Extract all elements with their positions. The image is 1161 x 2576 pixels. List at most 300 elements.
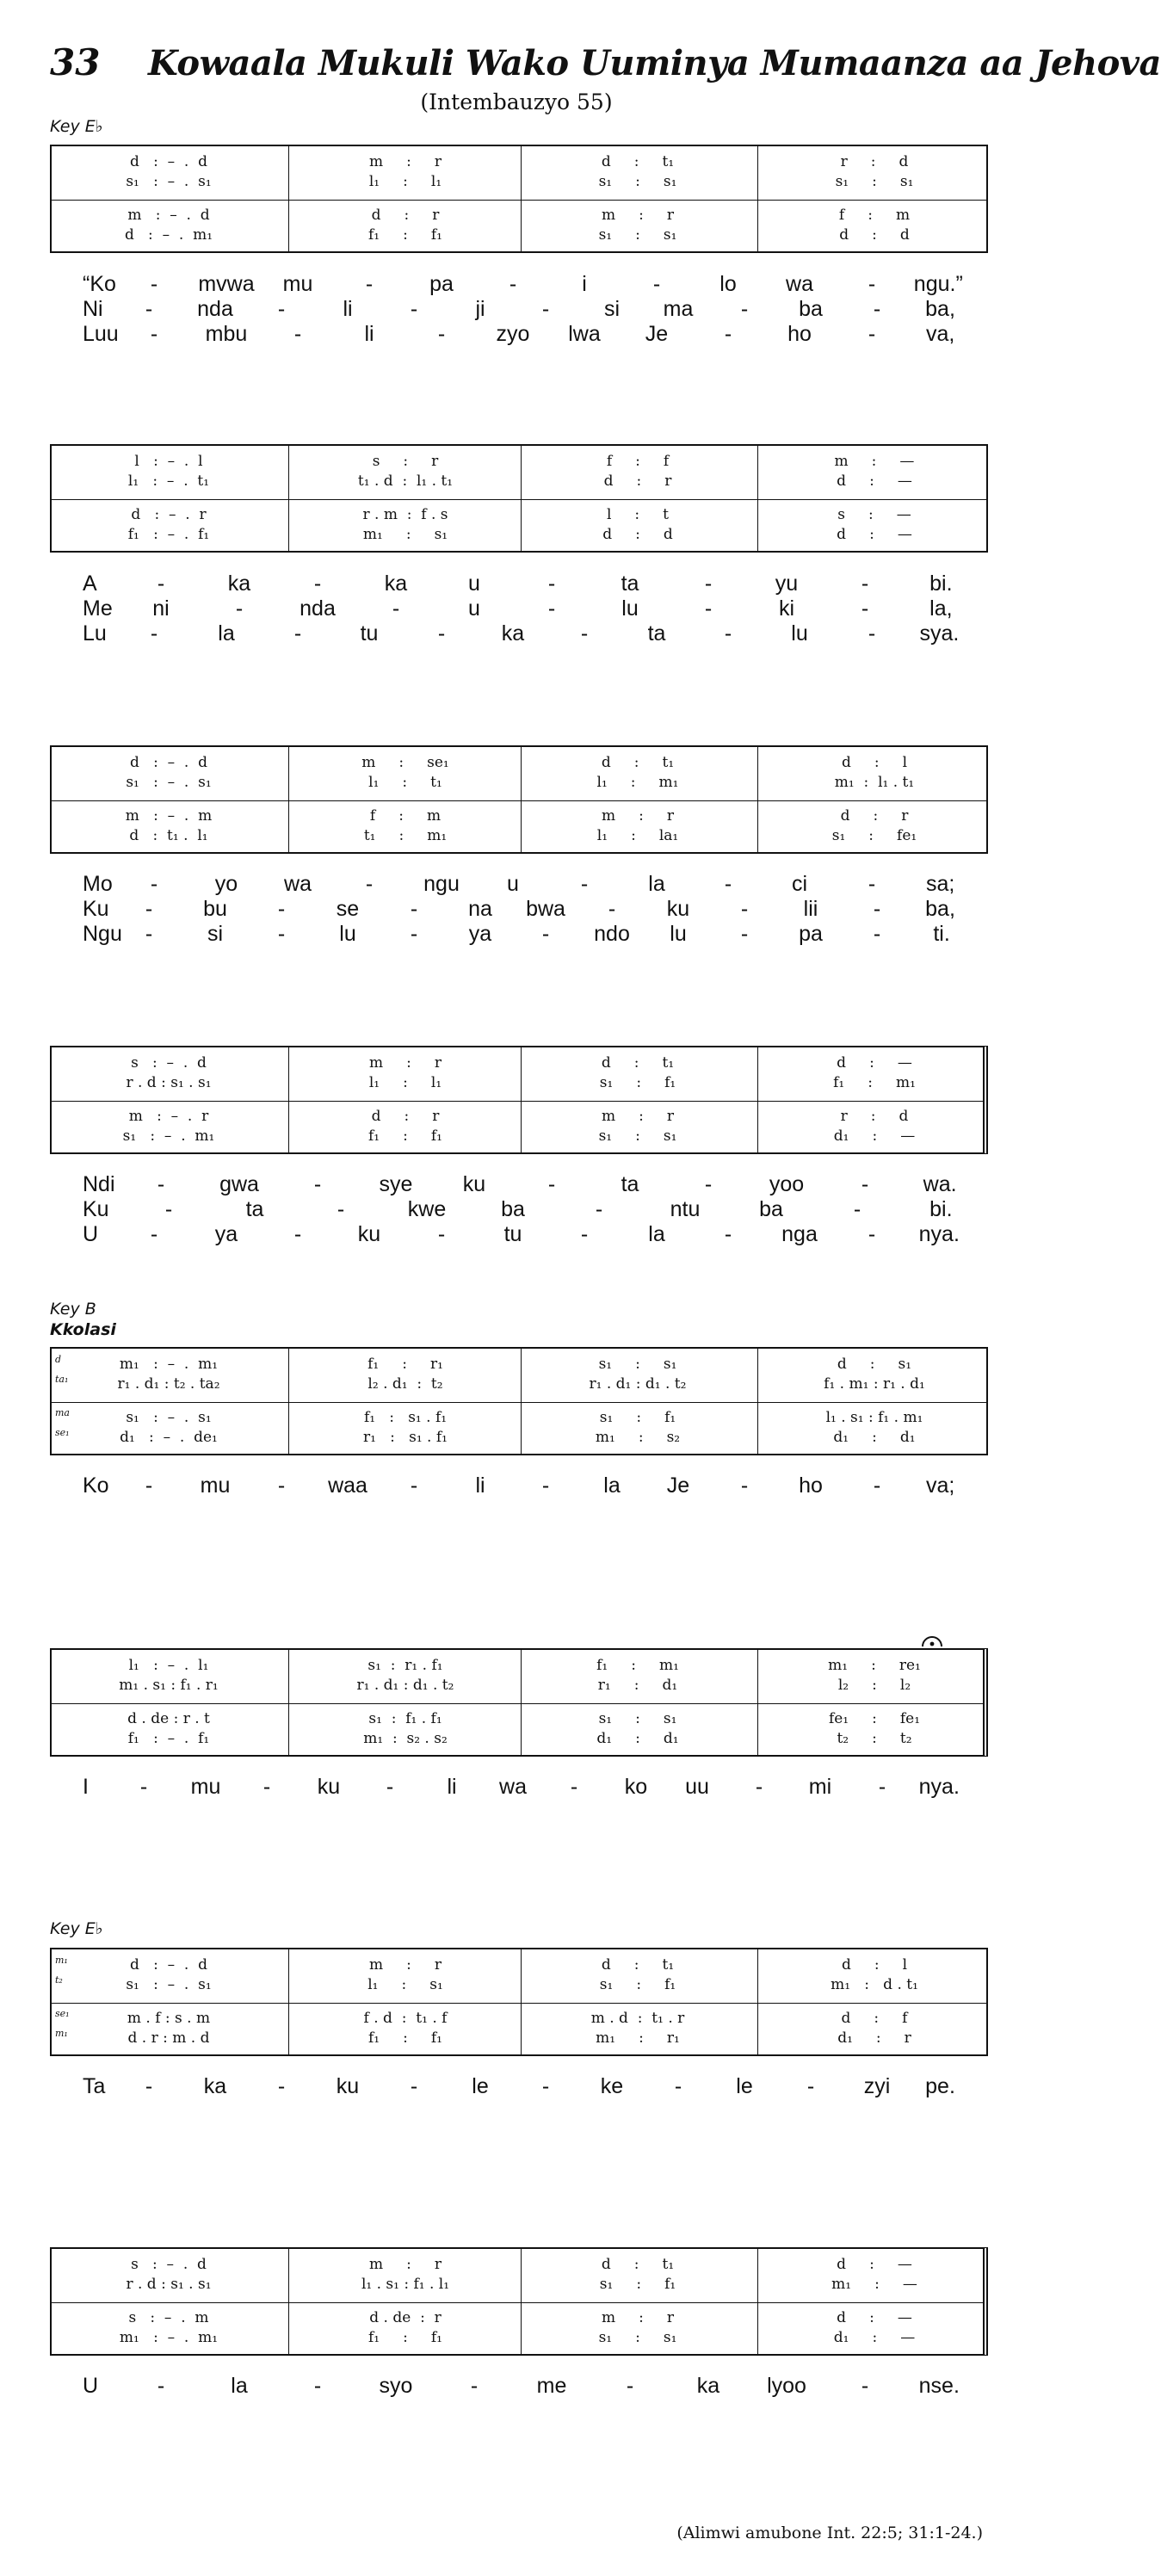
measure-cell: d . de : r <box>369 2309 442 2326</box>
lyric-line <box>83 1775 978 1800</box>
syllable-hyphen: - <box>704 571 713 596</box>
syllable-hyphen: - <box>293 1222 302 1246</box>
lyric-syllable: ka <box>227 571 251 596</box>
lyric-syllable: lu <box>670 922 687 946</box>
measure-cell: m₁ . s₁ : f₁ . r₁ <box>119 1677 219 1694</box>
measure-cell: d : t₁ <box>601 1054 675 1072</box>
lyric-syllable: bwa <box>526 897 565 921</box>
lyric-syllable: u <box>468 596 480 621</box>
lyric-syllable: lii <box>803 897 818 921</box>
voice-row-2 <box>52 2276 983 2298</box>
measure-cell: m₁ : r₁ <box>596 2029 680 2047</box>
music-system-5 <box>50 1347 988 1455</box>
lyric-syllable: ke <box>600 2074 624 2098</box>
syllable-hyphen: - <box>740 297 749 321</box>
measure-cell: l₂ : l₂ <box>837 1677 911 1694</box>
measure-cell: d : t₁ <box>601 1956 675 1974</box>
lyric-syllable: “Ko <box>83 272 116 296</box>
lyric-syllable: kwe <box>407 1197 447 1221</box>
syllable-hyphen: - <box>262 1775 271 1799</box>
measure-cell: m : r <box>368 1956 442 1974</box>
lyric-syllable: la <box>648 1222 665 1246</box>
voice-row-2 <box>52 1976 986 1998</box>
syllable-hyphen: - <box>293 322 302 346</box>
lyric-syllable: nga <box>781 1222 818 1246</box>
lyric-syllable: le <box>472 2074 489 2098</box>
voice-row-2 <box>52 173 986 195</box>
measure-cell: m . d : t₁ . r <box>590 2010 685 2027</box>
syllable-hyphen: - <box>806 2074 815 2098</box>
lyric-syllable: ba <box>759 1197 783 1221</box>
measure-cell: s : – . m <box>128 2309 209 2326</box>
lyric-line <box>83 1197 978 1222</box>
measure-cell: m : – . r <box>128 1108 209 1125</box>
measure-cell: f₁ : f₁ <box>368 2329 442 2346</box>
syllable-hyphen: - <box>861 2374 869 2398</box>
measure-cell: d : l <box>841 754 908 771</box>
voice-separator <box>52 1402 986 1403</box>
lyric-line <box>83 1172 978 1197</box>
measure-cell: d : d <box>839 226 910 244</box>
measure-cell: s₁ : r₁ . f₁ <box>367 1657 443 1674</box>
syllable-hyphen: - <box>547 596 556 621</box>
syllable-hyphen: - <box>861 596 869 621</box>
measure-cell: m : r <box>601 207 674 224</box>
lyric-syllable: ka <box>501 621 525 646</box>
lyrics-block-3 <box>83 872 978 947</box>
lyric-syllable: ni <box>152 596 170 621</box>
music-system-1 <box>50 145 988 253</box>
measure-cell: f₁ : f₁ <box>368 2029 442 2047</box>
measure-cell: r . d : s₁ . s₁ <box>126 1074 212 1091</box>
lyric-syllable: Mo <box>83 872 113 896</box>
syllable-hyphen: - <box>313 2374 322 2398</box>
music-system-8 <box>50 2247 988 2356</box>
measure-cell: f : m <box>369 807 442 825</box>
syllable-hyphen: - <box>580 872 589 896</box>
measure-cell: s₁ : s₁ <box>598 173 677 190</box>
measure-cell: m . f : s . m <box>127 2010 211 2027</box>
syllable-hyphen: - <box>541 922 550 946</box>
voice-row-4 <box>52 2029 986 2052</box>
measure-cell: r₁ : s₁ . f₁ <box>363 1429 448 1446</box>
syllable-hyphen: - <box>724 621 732 646</box>
lyric-syllable: U <box>83 1222 99 1246</box>
measure-cell: l₁ : m₁ <box>596 774 679 791</box>
syllable-hyphen: - <box>724 322 732 346</box>
measure-cell: d₁ : d₁ <box>833 1429 916 1446</box>
lyric-syllable: syo <box>379 2374 413 2398</box>
measure-cell: m : — <box>834 453 915 470</box>
measure-cell: d : – . d <box>129 1956 208 1974</box>
measure-cell: m : – . d <box>127 207 210 224</box>
lyric-syllable: la <box>648 872 665 896</box>
lyric-syllable: Luu <box>83 322 119 346</box>
lyric-syllable: A <box>83 571 97 596</box>
song-title: Kowaala Mukuli Wako Uuminya Mumaanza aa Jehova <box>148 43 1161 83</box>
lyric-syllable: li <box>343 297 353 321</box>
lyric-syllable: Je <box>645 322 669 346</box>
lyric-syllable: ti. <box>933 922 950 946</box>
music-system-3 <box>50 745 988 854</box>
measure-cell: m : – . m <box>125 807 213 825</box>
measure-cell: d : d <box>602 526 673 543</box>
syllable-hyphen: - <box>470 2374 479 2398</box>
syllable-hyphen: - <box>580 621 589 646</box>
measure-cell: f₁ : r₁ <box>367 1356 443 1373</box>
syllable-hyphen: - <box>392 596 400 621</box>
measure-cell: d : – . r <box>131 506 207 523</box>
measure-cell: s₁ : – . s₁ <box>126 1409 212 1426</box>
measure-cell: f₁ : f₁ <box>368 226 442 244</box>
lyric-syllable: nda <box>300 596 336 621</box>
measure-cell: l₁ : – . t₁ <box>127 473 210 490</box>
syllable-hyphen: - <box>652 272 661 296</box>
measure-cell: f : f <box>606 453 670 470</box>
lyric-syllable: me <box>536 2374 567 2398</box>
measure-cell: r . m : f . s <box>362 506 448 523</box>
lyric-syllable: ki <box>778 596 795 621</box>
lyric-syllable: pa <box>799 922 823 946</box>
lyric-syllable: lo <box>719 272 737 296</box>
syllable-hyphen: - <box>509 272 517 296</box>
lyric-syllable: zyi <box>863 2074 891 2098</box>
lyric-syllable: la, <box>929 596 953 621</box>
lyric-syllable: Me <box>83 596 113 621</box>
lyric-syllable: ta <box>621 571 639 596</box>
syllable-hyphen: - <box>626 2374 634 2398</box>
measure-cell: l : t <box>606 506 670 523</box>
measure-cell: s : r <box>372 453 439 470</box>
music-system-4 <box>50 1046 988 1154</box>
syllable-hyphen: - <box>157 1172 165 1196</box>
lyric-syllable: le <box>736 2074 753 2098</box>
lyric-syllable: u <box>468 571 480 596</box>
syllable-hyphen: - <box>139 1775 148 1799</box>
measure-cell: m₁ : l₁ . t₁ <box>834 774 915 791</box>
lyric-syllable: i <box>582 272 587 296</box>
lyric-line <box>83 2374 978 2399</box>
measure-cell: m : se₁ <box>361 754 449 771</box>
lyric-syllable: Lu <box>83 621 107 646</box>
lyric-syllable: mvwa <box>198 272 255 296</box>
lyric-syllable: Ko <box>83 1473 109 1498</box>
lyric-syllable: pe. <box>925 2074 955 2098</box>
measure-cell: l₂ . d₁ : t₂ <box>367 1375 443 1393</box>
syllable-hyphen: - <box>150 1222 158 1246</box>
measure-cell: m₁ : s₂ . s₂ <box>363 1730 448 1747</box>
lyric-syllable: ba <box>799 297 823 321</box>
measure-cell: d : r <box>603 473 672 490</box>
lyric-syllable: ci <box>791 872 808 896</box>
syllable-hyphen: - <box>868 1222 876 1246</box>
lyric-syllable: wa. <box>923 1172 957 1196</box>
lyric-syllable: ka <box>384 571 408 596</box>
measure-cell: d : t₁ . l₁ <box>129 827 208 844</box>
syllable-hyphen: - <box>873 1473 881 1498</box>
lyric-syllable: Ta <box>83 2074 106 2098</box>
lyric-syllable: lu <box>791 621 808 646</box>
syllable-hyphen: - <box>704 596 713 621</box>
voice-row-4 <box>52 2329 983 2351</box>
lyric-syllable: lyoo <box>767 2374 806 2398</box>
measure-cell: s₁ : f₁ . f₁ <box>368 1710 442 1727</box>
lyric-syllable: gwa <box>219 1172 259 1196</box>
lyric-syllable: mi <box>808 1775 832 1799</box>
measure-cell: f₁ : m₁ <box>833 1074 916 1091</box>
syllable-hyphen: - <box>608 897 616 921</box>
measure-cell: d : — <box>837 526 912 543</box>
lyric-syllable: ho <box>787 322 812 346</box>
measure-cell: d . r : m . d <box>127 2029 210 2047</box>
key-signature-2: Key B <box>50 1300 96 1319</box>
syllable-hyphen: - <box>674 2074 682 2098</box>
lyric-syllable: ba, <box>925 897 955 921</box>
syllable-hyphen: - <box>755 1775 763 1799</box>
syllable-hyphen: - <box>164 1197 173 1221</box>
lyric-syllable: yoo <box>769 1172 805 1196</box>
syllable-hyphen: - <box>541 2074 550 2098</box>
measure-cell: f₁ : – . f₁ <box>127 1730 210 1747</box>
syllable-hyphen: - <box>437 621 446 646</box>
footer-reference: (Alimwi amubone Int. 22:5; 31:1-24.) <box>676 2523 983 2542</box>
lyrics-block-1 <box>83 272 978 347</box>
lyric-syllable: ntu <box>670 1197 701 1221</box>
measure-cell: r₁ . d₁ : t₂ . ta₂ <box>117 1375 220 1393</box>
voice-separator <box>52 2003 986 2004</box>
measure-cell: m₁ : – . m₁ <box>119 2329 219 2346</box>
lyric-line <box>83 2074 978 2099</box>
voice-row-2 <box>52 774 986 796</box>
music-system-6 <box>50 1648 988 1757</box>
measure-cell: d₁ : — <box>833 2329 916 2346</box>
voice-row-4 <box>52 526 986 548</box>
syllable-hyphen: - <box>337 1197 345 1221</box>
syllable-hyphen: - <box>580 1222 589 1246</box>
lyric-syllable: nya. <box>918 1775 960 1799</box>
syllable-hyphen: - <box>541 1473 550 1498</box>
measure-cell: l₁ . s₁ : f₁ . l₁ <box>361 2276 450 2293</box>
lyric-syllable: zyo <box>496 322 530 346</box>
voice-label: ta₁ <box>55 1374 69 1385</box>
measure-cell: l₁ . s₁ : f₁ . m₁ <box>825 1409 923 1426</box>
lyrics-block-2 <box>83 571 978 646</box>
measure-cell: f₁ : s₁ . f₁ <box>363 1409 448 1426</box>
syllable-hyphen: - <box>277 922 286 946</box>
measure-cell: m₁ : s₂ <box>595 1429 681 1446</box>
syllable-hyphen: - <box>313 1172 322 1196</box>
measure-cell: d : t₁ <box>601 754 675 771</box>
syllable-hyphen: - <box>868 621 876 646</box>
measure-cell: f₁ : – . f₁ <box>127 526 210 543</box>
measure-cell: d : r <box>371 1108 440 1125</box>
lyric-syllable: bi. <box>929 1197 953 1221</box>
lyric-syllable: ko <box>624 1775 648 1799</box>
measure-cell: d : r <box>840 807 909 825</box>
measure-cell: s₁ : f₁ <box>599 1976 676 1993</box>
lyric-syllable: si <box>207 922 224 946</box>
lyric-syllable: va, <box>925 322 955 346</box>
music-system-7 <box>50 1948 988 2056</box>
lyric-syllable: I <box>83 1775 89 1799</box>
lyric-line <box>83 872 978 897</box>
syllable-hyphen: - <box>150 322 158 346</box>
lyric-syllable: Ku <box>83 897 109 921</box>
syllable-hyphen: - <box>145 897 153 921</box>
syllable-hyphen: - <box>740 1473 749 1498</box>
measure-cell: d : – . m₁ <box>124 226 213 244</box>
measure-cell: d : f <box>841 2010 908 2027</box>
lyric-line <box>83 897 978 922</box>
measure-cell: s₁ : – . s₁ <box>126 1976 212 1993</box>
lyric-syllable: nse. <box>918 2374 960 2398</box>
lyric-syllable: sya. <box>919 621 960 646</box>
syllable-hyphen: - <box>410 297 418 321</box>
lyric-line <box>83 272 978 297</box>
lyric-syllable: bu <box>203 897 227 921</box>
lyric-syllable: ngu <box>423 872 460 896</box>
syllable-hyphen: - <box>410 1473 418 1498</box>
measure-cell: s : – . d <box>131 1054 207 1072</box>
voice-label: d <box>55 1354 62 1365</box>
lyric-line <box>83 621 978 646</box>
lyric-syllable: ngu.” <box>913 272 963 296</box>
lyric-syllable: pa <box>429 272 454 296</box>
voice-row-2 <box>52 1677 983 1699</box>
measure-cell: m₁ : s₁ <box>362 526 448 543</box>
lyric-syllable: sye <box>379 1172 413 1196</box>
lyric-line <box>83 1473 978 1498</box>
syllable-hyphen: - <box>145 922 153 946</box>
voice-separator <box>52 800 986 801</box>
lyric-syllable: wa <box>499 1775 527 1799</box>
lyric-syllable: la <box>231 2374 248 2398</box>
measure-cell: m₁ : – . m₁ <box>119 1356 219 1373</box>
lyric-syllable: tu <box>503 1222 522 1246</box>
lyric-syllable: wa <box>786 272 813 296</box>
syllable-hyphen: - <box>724 1222 732 1246</box>
syllable-hyphen: - <box>150 272 158 296</box>
syllable-hyphen: - <box>861 571 869 596</box>
lyric-syllable: lu <box>339 922 356 946</box>
syllable-hyphen: - <box>386 1775 394 1799</box>
measure-cell: m : r <box>368 153 442 170</box>
measure-cell: r : d <box>840 1108 909 1125</box>
syllable-hyphen: - <box>410 897 418 921</box>
measure-cell: l₁ : l₁ <box>368 1074 442 1091</box>
voice-row-2 <box>52 1375 986 1398</box>
measure-cell: d : – . d <box>129 153 208 170</box>
measure-cell: f : m <box>838 207 911 224</box>
measure-cell: d . de : r . t <box>127 1710 210 1727</box>
lyric-syllable: Ku <box>83 1197 109 1221</box>
lyric-syllable: la <box>603 1473 621 1498</box>
measure-cell: d₁ : d₁ <box>596 1730 679 1747</box>
syllable-hyphen: - <box>437 1222 446 1246</box>
syllable-hyphen: - <box>868 322 876 346</box>
measure-cell: s₁ : s₁ <box>598 226 677 244</box>
measure-cell: d₁ : — <box>833 1127 916 1145</box>
music-system-2 <box>50 444 988 553</box>
measure-cell: d : t₁ <box>601 153 675 170</box>
syllable-hyphen: - <box>277 897 286 921</box>
lyric-syllable: ho <box>799 1473 823 1498</box>
lyric-line <box>83 322 978 347</box>
measure-cell: m₁ : re₁ <box>828 1657 921 1674</box>
lyric-syllable: li <box>475 1473 485 1498</box>
measure-cell: r₁ : d₁ <box>597 1677 678 1694</box>
lyric-line <box>83 922 978 947</box>
lyric-syllable: ku <box>357 1222 381 1246</box>
measure-cell: l₁ : – . l₁ <box>128 1657 209 1674</box>
lyric-syllable: ta <box>245 1197 264 1221</box>
measure-cell: s₁ : s₁ <box>835 173 914 190</box>
lyric-syllable: li <box>364 322 374 346</box>
lyric-syllable: ya <box>214 1222 238 1246</box>
lyric-syllable: se <box>336 897 360 921</box>
measure-cell: d₁ : – . de₁ <box>120 1429 218 1446</box>
lyric-syllable: wa <box>284 872 312 896</box>
lyric-syllable: yo <box>214 872 238 896</box>
lyric-syllable: mbu <box>205 322 248 346</box>
measure-cell: s₁ : – . s₁ <box>126 774 212 791</box>
syllable-hyphen: - <box>145 2074 153 2098</box>
syllable-hyphen: - <box>277 1473 286 1498</box>
lyric-syllable: la <box>218 621 235 646</box>
voice-label: se₁ <box>55 1427 70 1438</box>
lyric-syllable: ku <box>666 897 690 921</box>
measure-cell: s₁ : f₁ <box>599 1074 676 1091</box>
syllable-hyphen: - <box>853 1197 861 1221</box>
measure-cell: s : — <box>837 506 911 523</box>
measure-cell: s₁ : – . m₁ <box>122 1127 215 1145</box>
measure-cell: d : – . d <box>129 754 208 771</box>
syllable-hyphen: - <box>235 596 244 621</box>
measure-cell: d : r <box>371 207 440 224</box>
syllable-hyphen: - <box>595 1197 603 1221</box>
measure-cell: t₁ . d : l₁ . t₁ <box>357 473 454 490</box>
lyric-syllable: u <box>507 872 519 896</box>
fermata-icon <box>921 1634 943 1647</box>
lyric-line <box>83 297 978 322</box>
syllable-hyphen: - <box>868 872 876 896</box>
voice-row-2 <box>52 473 986 495</box>
lyric-syllable: mu <box>190 1775 221 1799</box>
lyric-syllable: sa; <box>925 872 955 896</box>
lyrics-block-8 <box>83 2374 978 2399</box>
measure-cell: s : – . d <box>131 2256 207 2273</box>
syllable-hyphen: - <box>570 1775 578 1799</box>
measure-cell: m : r <box>368 1054 442 1072</box>
measure-cell: d : — <box>837 473 912 490</box>
syllable-hyphen: - <box>410 2074 418 2098</box>
lyric-syllable: ka <box>696 2374 720 2398</box>
syllable-hyphen: - <box>150 872 158 896</box>
measure-cell: d : — <box>837 1054 912 1072</box>
measure-cell: d : — <box>837 2256 912 2273</box>
lyric-line <box>83 1222 978 1247</box>
voice-row-4 <box>52 226 986 249</box>
lyric-syllable: U <box>83 2374 99 2398</box>
measure-cell: t₁ : m₁ <box>363 827 448 844</box>
syllable-hyphen: - <box>157 2374 165 2398</box>
syllable-hyphen: - <box>150 621 158 646</box>
syllable-hyphen: - <box>547 571 556 596</box>
measure-cell: l₁ : la₁ <box>596 827 679 844</box>
lyrics-block-5 <box>83 1473 978 1498</box>
voice-row-4 <box>52 827 986 849</box>
lyric-syllable: ya <box>468 922 492 946</box>
